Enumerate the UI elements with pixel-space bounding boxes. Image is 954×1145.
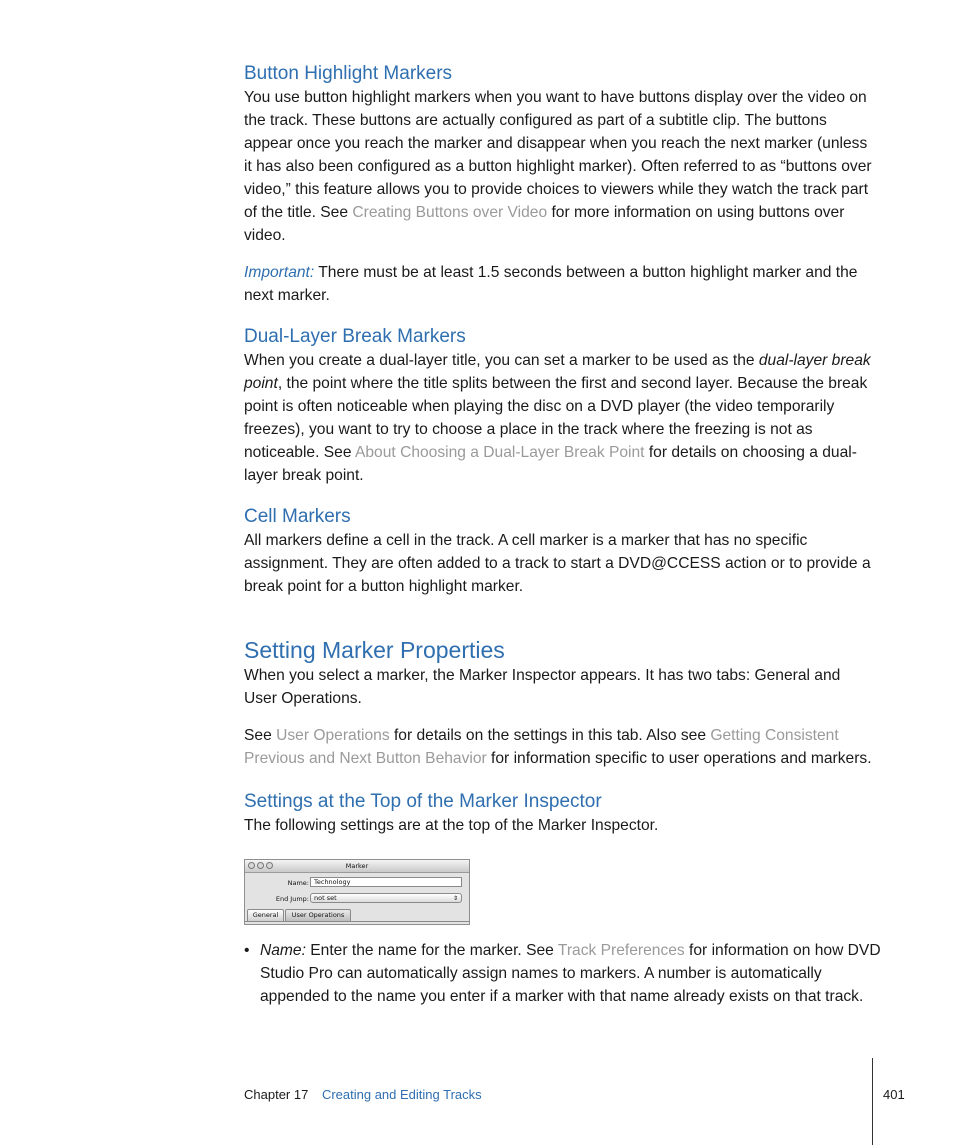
- footer-divider: [872, 1058, 873, 1145]
- text: for more information on using buttons over video.: [244, 204, 845, 244]
- inspector-title-bar: [245, 860, 469, 873]
- link-user-operations[interactable]: User Operations: [276, 727, 390, 744]
- bullet-symbol: •: [244, 942, 250, 959]
- close-light-icon: [248, 862, 255, 869]
- name-row: [245, 877, 471, 889]
- chapter-label: Chapter 17: [244, 1087, 309, 1102]
- link-consistent-buttons[interactable]: Getting Consistent Previous and Next Button Behavior: [244, 727, 839, 767]
- heading-dual-layer: Dual-Layer Break Markers: [244, 326, 466, 347]
- important-note: [244, 261, 876, 307]
- updown-arrows-icon: ⇕: [452, 895, 458, 902]
- end-jump-value: not set: [314, 894, 337, 902]
- heading-top-settings: Settings at the Top of the Marker Inspector: [244, 791, 602, 812]
- text: See: [244, 727, 277, 744]
- inspector-title: Marker: [345, 862, 369, 870]
- heading-button-highlight: Button Highlight Markers: [244, 63, 453, 84]
- paragraph-cell-markers: All markers define a cell in the track. A cell marker is a marker that has no specific assignment. They are often added to a track to start a DVD@CCESS action or to provide a break point for a button highlight marker.: [244, 532, 871, 595]
- tab-general[interactable]: General: [247, 909, 284, 921]
- term-dual-layer-break-point: dual-layer break point: [244, 352, 871, 392]
- bullet-text: [260, 939, 884, 1008]
- text: for information specific to user operations and markers.: [486, 750, 872, 767]
- tab-divider: [245, 921, 469, 922]
- page-number: 401: [883, 1087, 905, 1102]
- text: for details on the settings in this tab. Also see: [389, 727, 711, 744]
- paragraph-setting-properties-1: When you select a marker, the Marker Inspector appears. It has two tabs: General and User Operations.: [244, 667, 841, 707]
- name-label: Name:: [287, 879, 309, 887]
- footer-chapter: [244, 1086, 482, 1104]
- name-input[interactable]: Technology: [310, 877, 462, 887]
- end-jump-select[interactable]: [310, 893, 462, 903]
- text: for information on how DVD Studio Pro can automatically assign names to markers. A number is automatically appended to the name you enter if a marker with that name already exists on that track.: [260, 942, 881, 1005]
- heading-cell-markers: Cell Markers: [244, 506, 351, 527]
- text: , the point where the title splits between the first and second layer. Because the break point is often noticeable when playing the disc on a DVD player (the video temporarily freezes), you want to try to choose a place in the track where the freezing is not as noticeable. See: [244, 375, 868, 461]
- paragraph-top-settings: The following settings are at the top of the Marker Inspector.: [244, 817, 659, 834]
- section-top-settings: [244, 790, 876, 837]
- chapter-title-link[interactable]: Creating and Editing Tracks: [321, 1087, 482, 1102]
- link-creating-buttons[interactable]: Creating Buttons over Video: [352, 204, 548, 221]
- text: You use button highlight markers when you want to have buttons display over the video on the track. These buttons are actually configured as part of a subtitle clip. The buttons appear once you reach the marker and disappear when you reach the next marker (unless it has also been configured as a button highlight marker). Often referred to as “buttons over video,” this feature allows you to provide choices to viewers while they watch the track part of the title. See: [244, 89, 872, 221]
- section-dual-layer: [244, 325, 876, 487]
- bullet-name: [244, 939, 884, 1008]
- text: When you create a dual-layer title, you can set a marker to be used as the: [244, 352, 759, 369]
- marker-inspector-screenshot: [244, 859, 470, 925]
- link-dual-layer-break-point[interactable]: About Choosing a Dual-Layer Break Point: [354, 444, 645, 461]
- tab-user-operations[interactable]: User Operations: [285, 909, 351, 921]
- important-label: Important:: [244, 264, 315, 281]
- end-jump-label: End Jump:: [275, 895, 309, 903]
- end-jump-row: [245, 893, 471, 905]
- minimize-light-icon: [257, 862, 264, 869]
- zoom-light-icon: [266, 862, 273, 869]
- link-track-preferences[interactable]: Track Preferences: [557, 942, 685, 959]
- paragraph-setting-properties-2: [244, 724, 876, 770]
- heading-setting-properties: Setting Marker Properties: [244, 637, 505, 663]
- bullet-term: Name:: [260, 942, 306, 959]
- text: for details on choosing a dual-layer break point.: [244, 444, 857, 484]
- paragraph-dual-layer: [244, 349, 876, 487]
- important-text: There must be at least 1.5 seconds between a button highlight marker and the next marker.: [244, 264, 858, 304]
- section-setting-properties: [244, 636, 876, 770]
- section-button-highlight: [244, 62, 876, 307]
- paragraph-button-highlight: [244, 86, 876, 247]
- text: Enter the name for the marker. See: [305, 942, 558, 959]
- section-cell-markers: [244, 505, 876, 598]
